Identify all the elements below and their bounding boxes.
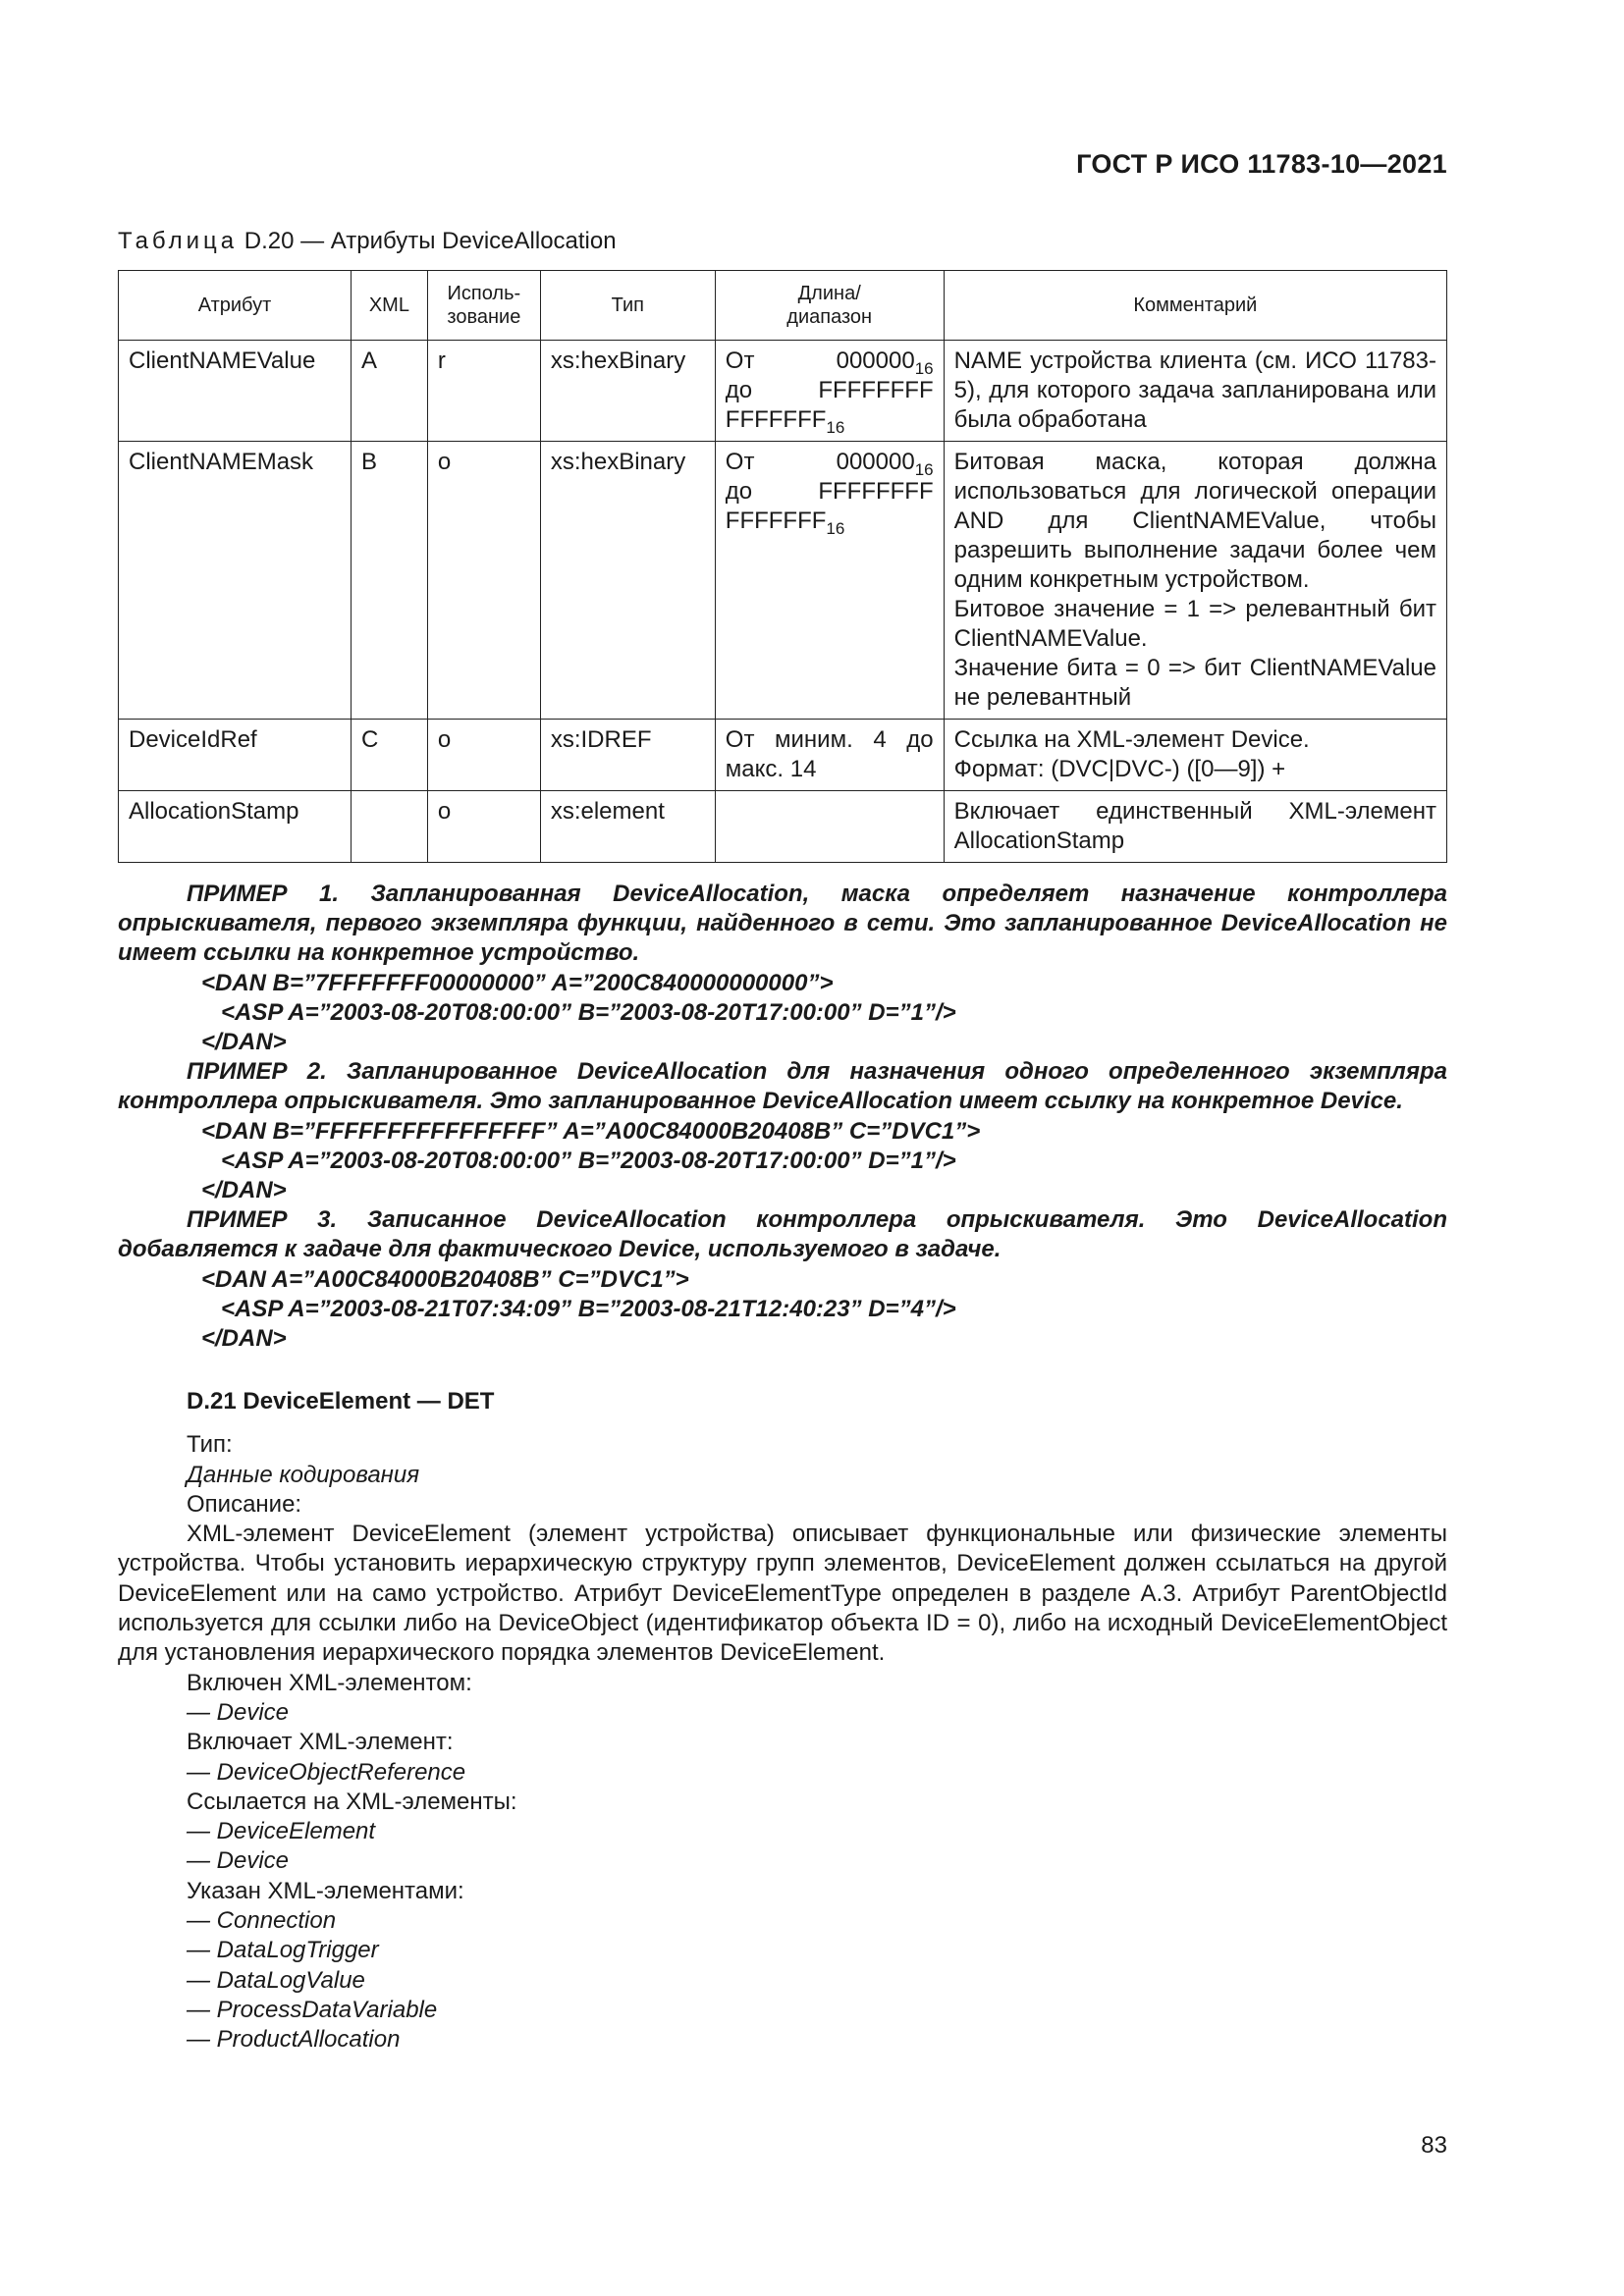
comment-line: Битовая маска, которая должна использоваться для логической операции AND для ClientNAMEValue, чтобы разрешить выполнение задачи более чем одним конкретным устройством.: [953, 449, 1436, 593]
cell-type: xs:hexBinary: [540, 341, 715, 442]
type-value: Данные кодирования: [187, 1461, 420, 1488]
range-to-value-cont: FFFFFFF: [725, 406, 827, 433]
cell-usage: o: [427, 442, 540, 720]
cell-usage: r: [427, 341, 540, 442]
list-item: — ProductAllocation: [187, 2026, 401, 2054]
example-code: <ASP A=”2003-08-20T08:00:00” B=”2003-08-20T17:00:00” D=”1”/>: [221, 1147, 956, 1174]
attributes-table: [118, 270, 1447, 863]
includes-label: Включает XML-элемент:: [187, 1729, 454, 1756]
cell-attribute: ClientNAMEMask: [119, 442, 352, 720]
list-item: — DataLogTrigger: [187, 1937, 379, 1964]
range-to-base: 16: [826, 418, 845, 437]
example-code: <ASP A=”2003-08-21T07:34:09” B=”2003-08-21T12:40:23” D=”4”/>: [221, 1295, 956, 1322]
example-code: </DAN>: [201, 1325, 287, 1353]
cell-range: [715, 442, 944, 720]
example-text: ПРИМЕР 3. Записанное DeviceAllocation контроллера опрыскивателя. Это DeviceAllocation добавляется к задаче для фактического Device, используемого в задаче.: [118, 1206, 1447, 1263]
range-to-base: 16: [826, 519, 845, 538]
cell-comment: [944, 442, 1446, 720]
header-type: Тип: [540, 271, 715, 341]
type-label: Тип:: [187, 1431, 233, 1459]
cell-range: От миним. 4 до макс. 14: [715, 720, 944, 791]
cell-attribute: DeviceIdRef: [119, 720, 352, 791]
header-range: Длина/ диапазон: [715, 271, 944, 341]
list-item: — DataLogValue: [187, 1966, 365, 1994]
example-text: ПРИМЕР 2. Запланированное DeviceAllocation для назначения одного определенного экземпляра контроллера опрыскивателя. Это запланированное DeviceAllocation имеет ссылку на конкретное Device.: [118, 1058, 1447, 1115]
list-item: — Device: [187, 1847, 290, 1875]
list-item: — Connection: [187, 1907, 337, 1935]
page-number: 83: [1421, 2132, 1447, 2159]
range-to-value: FFFFFFFF: [818, 377, 934, 403]
header-xml: XML: [351, 271, 427, 341]
comment-line: Формат: (DVC|DVC-) ([0—9]) +: [953, 756, 1286, 782]
examples-block: [118, 880, 1447, 1354]
range-to-value: FFFFFFFF: [818, 478, 934, 505]
references-label: Ссылается на XML-элементы:: [187, 1788, 517, 1815]
section-d21: [118, 1387, 1447, 2056]
cell-comment: [944, 720, 1446, 791]
range-from-value: 000000: [836, 347, 915, 374]
comment-line: Значение бита = 0 => бит ClientNAMEValue не релевантный: [953, 655, 1436, 711]
list-item: — DeviceElement: [187, 1818, 376, 1845]
example-code: <ASP A=”2003-08-20T08:00:00” B=”2003-08-20T17:00:00” D=”1”/>: [221, 998, 956, 1026]
description-text: XML-элемент DeviceElement (элемент устройства) описывает функциональные или физические элементы устройства. Чтобы установить иерархическую структуру групп элементов, DeviceElement должен ссылаться на другой DeviceElement или на само устройство. Атрибут DeviceElementType определен в разделе A.3. Атрибут ParentObjectId используется для ссылки либо на DeviceObject (идентификатор объекта ID = 0), либо на исходный DeviceElementObject для установления иерархического порядка элементов DeviceElement.: [118, 1521, 1447, 1667]
range-from-base: 16: [914, 359, 934, 378]
header-attribute: Атрибут: [119, 271, 352, 341]
table-row: [119, 442, 1447, 720]
table-row: [119, 791, 1447, 863]
table-caption-title: D.20 — Атрибуты DeviceAllocation: [238, 228, 617, 254]
table-caption-prefix: Таблица: [118, 228, 239, 254]
range-to-word: до: [725, 377, 753, 403]
list-item: — DeviceObjectReference: [187, 1758, 466, 1786]
example-text: ПРИМЕР 1. Запланированная DeviceAllocation, маска определяет назначение контроллера опрыскивателя, первого экземпляра функции, найденного в сети. Это запланированное DeviceAllocation не имеет ссылки на конкретное устройство.: [118, 881, 1447, 967]
comment-line: Ссылка на XML-элемент Device.: [953, 726, 1310, 753]
cell-xml: [351, 791, 427, 863]
example-code: <DAN B=”FFFFFFFFFFFFFFFF” A=”A00C84000B20408B” C=”DVC1”>: [201, 1117, 981, 1145]
header-comment: Комментарий: [944, 271, 1446, 341]
section-title: D.21 DeviceElement — DET: [187, 1388, 495, 1415]
table-row: [119, 341, 1447, 442]
cell-xml: B: [351, 442, 427, 720]
cell-range: [715, 341, 944, 442]
cell-xml: C: [351, 720, 427, 791]
referenced-by-label: Указан XML-элементами:: [187, 1877, 464, 1904]
included-by-label: Включен XML-элементом:: [187, 1669, 472, 1696]
range-to-word: до: [725, 478, 753, 505]
range-to-value-cont: FFFFFFF: [725, 507, 827, 534]
range-from-value: 000000: [836, 449, 915, 475]
example-code: <DAN A=”A00C84000B20408B” C=”DVC1”>: [201, 1265, 689, 1293]
range-from-word: От: [725, 449, 755, 475]
cell-xml: A: [351, 341, 427, 442]
cell-type: xs:hexBinary: [540, 442, 715, 720]
cell-comment: Включает единственный XML-элемент AllocationStamp: [944, 791, 1446, 863]
example-code: <DAN B=”7FFFFFFF00000000” A=”200C840000000000”>: [201, 969, 834, 996]
cell-range: [715, 791, 944, 863]
cell-usage: o: [427, 720, 540, 791]
range-from-base: 16: [914, 460, 934, 479]
header-usage: Исполь- зование: [427, 271, 540, 341]
range-from-word: От: [725, 347, 755, 374]
cell-comment: NAME устройства клиента (см. ИСО 11783-5), для которого задача запланирована или была обработана: [944, 341, 1446, 442]
standard-header: ГОСТ Р ИСО 11783-10—2021: [1076, 149, 1447, 179]
list-item: — Device: [187, 1698, 290, 1726]
example-code: </DAN>: [201, 1029, 287, 1056]
cell-attribute: ClientNAMEValue: [119, 341, 352, 442]
list-item: — ProcessDataVariable: [187, 1996, 438, 2023]
cell-usage: o: [427, 791, 540, 863]
comment-line: Битовое значение = 1 => релевантный бит ClientNAMEValue.: [953, 596, 1436, 652]
cell-attribute: AllocationStamp: [119, 791, 352, 863]
table-caption: [118, 228, 617, 255]
cell-type: xs:element: [540, 791, 715, 863]
cell-type: xs:IDREF: [540, 720, 715, 791]
description-label: Описание:: [187, 1490, 302, 1518]
table-header-row: [119, 271, 1447, 341]
table-row: [119, 720, 1447, 791]
example-code: </DAN>: [201, 1177, 287, 1204]
